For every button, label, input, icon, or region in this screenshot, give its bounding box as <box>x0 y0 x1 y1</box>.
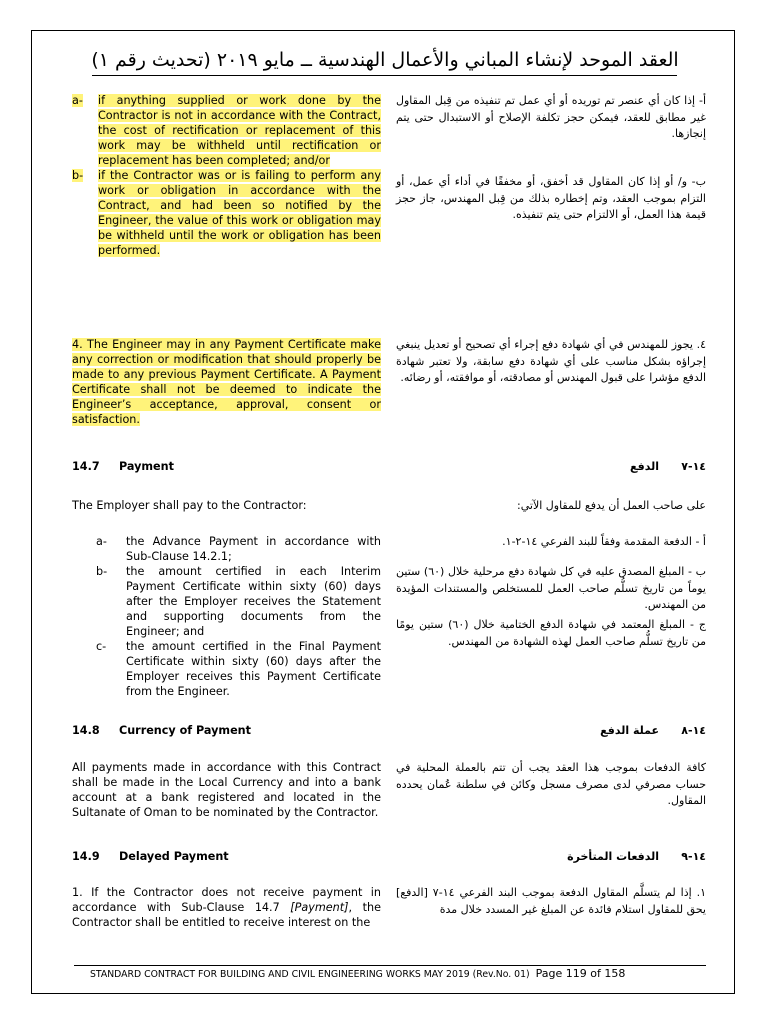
en-list-item: a- the Advance Payment in accordance with Sub-Clause 14.2.1; <box>96 535 381 563</box>
en-clause-14-6-para-4: 4. The Engineer may in any Payment Certificate make any correction or modification that should properly be made to any previous Payment Certificate. A Payment Certificate shall not be deemed to indicate the Engineer’s acceptance, approval, consent or satisfaction. <box>72 338 381 426</box>
en-heading-14-8: 14.8 Currency of Payment <box>72 724 251 737</box>
en-item-label: a- <box>72 94 83 107</box>
ar-14-7-item-b: ب - المبلغ المصدق عليه في كل شهادة دفع مرحلية خلال (٦٠) ستين يوماً من تاريخ تسلُّم صاحب العمل للمستخلص والمستندات المؤيدة من المهندس. <box>396 565 706 611</box>
en-list-item <box>72 168 381 258</box>
ar-14-7-item-c: ج - المبلغ المعتمد في شهادة الدفع الختامية خلال (٦٠) ستين يومًا من تاريخ تسلُّم صاحب العمل لهذه الشهادة من المهندس. <box>396 618 706 648</box>
ar-clause-14-6-para-4: ٤. يجوز للمهندس في أي شهادة دفع إجراء أي تصحيح أو تعديل ينبغي إجراؤه بشكل مناسب على أي شهادة دفع سابقة، ولا تعتبر شهادة الدفع مؤشرا على قبول المهندس أو مصادقته، أو موافقته، أو رضائه. <box>396 338 706 384</box>
en-list-item: b- the amount certified in each Interim Payment Certificate within sixty (60) days after the Employer receives the Statement and supporting documents from the Engineer; and <box>96 565 381 638</box>
footer-title: STANDARD CONTRACT FOR BUILDING AND CIVIL ENGINEERING WORKS MAY 2019 (Rev.No. 01) <box>90 969 530 980</box>
en-heading-14-9: 14.9 Delayed Payment <box>72 850 229 863</box>
en-item-text: if the Contractor was or is failing to perform any work or obligation in accordance with the Contract, and had been so notified by the Engineer, the value of this work or obligation may be withheld until the work or obligation has been performed. <box>98 169 381 257</box>
en-14-9-para-1: 1. If the Contractor does not receive payment in accordance with Sub-Clause 14.7 [Payment], the Contractor shall be entitled to receive interest on the <box>72 886 381 929</box>
ar-14-7-item-a: أ - الدفعة المقدمة وفقاً للبند الفرعي ١٤-٢-١. <box>502 535 706 548</box>
page-header-title: العقد الموحد لإنشاء المباني والأعمال الهندسية ــ مايو ٢٠١٩ (تحديث رقم ١) <box>91 49 679 71</box>
ar-heading-14-7: ١٤-٧الدفع <box>630 460 706 473</box>
ar-clause-14-6-item-a: أ- إذا كان أي عنصر تم توريده أو أي عمل تم تنفيذه من قِبل المقاول غير مطابق للعقد، فيمكن حجز تكلفة الإصلاح أو الاستبدال حتى يتم إنجازها. <box>396 94 706 140</box>
en-item-label: b- <box>72 169 84 182</box>
en-list-item <box>72 93 381 168</box>
ar-14-7-intro: على صاحب العمل أن يدفع للمقاول الآتي: <box>517 499 706 512</box>
en-14-8-text: All payments made in accordance with this Contract shall be made in the Local Currency and into a bank account at a bank registered and located in the Sultanate of Oman to be nominated by the Contractor. <box>72 761 381 819</box>
ar-clause-14-6-item-b: ب- و/ أو إذا كان المقاول قد أخفق، أو مخفقًا في أداء أي عمل، أو التزام بموجب العقد، وتم إخطاره بذلك من قِبل المهندس، جاز حجز قيمة هذا العمل، أو الالتزام حتى يتم تنفيذه. <box>396 175 706 221</box>
ar-14-9-para-1: ١. إذا لم يتسلَّم المقاول الدفعة بموجب البند الفرعي ١٤-٧ [الدفع] يحق للمقاول استلام فائدة عن المبلغ غير المسدد خلال مدة <box>396 886 706 916</box>
header-divider <box>92 75 677 76</box>
en-list-item: c- the amount certified in the Final Payment Certificate within sixty (60) days after the Employer receives this Payment Certificate from the Engineer. <box>96 640 381 698</box>
ar-heading-14-9: ١٤-٩الدفعات المتأخرة <box>567 850 706 863</box>
page-number: Page 119 of 158 <box>535 967 626 980</box>
en-heading-14-7: 14.7 Payment <box>72 460 174 473</box>
en-14-7-intro: The Employer shall pay to the Contractor: <box>72 499 307 512</box>
ar-heading-14-8: ١٤-٨عملة الدفع <box>600 724 706 737</box>
en-14-7-items <box>96 534 381 699</box>
en-item-text: if anything supplied or work done by the Contractor is not in accordance with the Contract, the cost of rectification or replacement of this work may be withheld until rectification or replacement has been completed; and/or <box>98 94 381 167</box>
page-footer <box>90 966 695 983</box>
ar-14-8-text: كافة الدفعات بموجب هذا العقد يجب أن تتم بالعملة المحلية في حساب مصرفي لدى مصرف مسجل وكائن في سلطنة عُمان يحدده المقاول. <box>396 761 706 807</box>
en-clause-14-6-items <box>72 93 381 258</box>
